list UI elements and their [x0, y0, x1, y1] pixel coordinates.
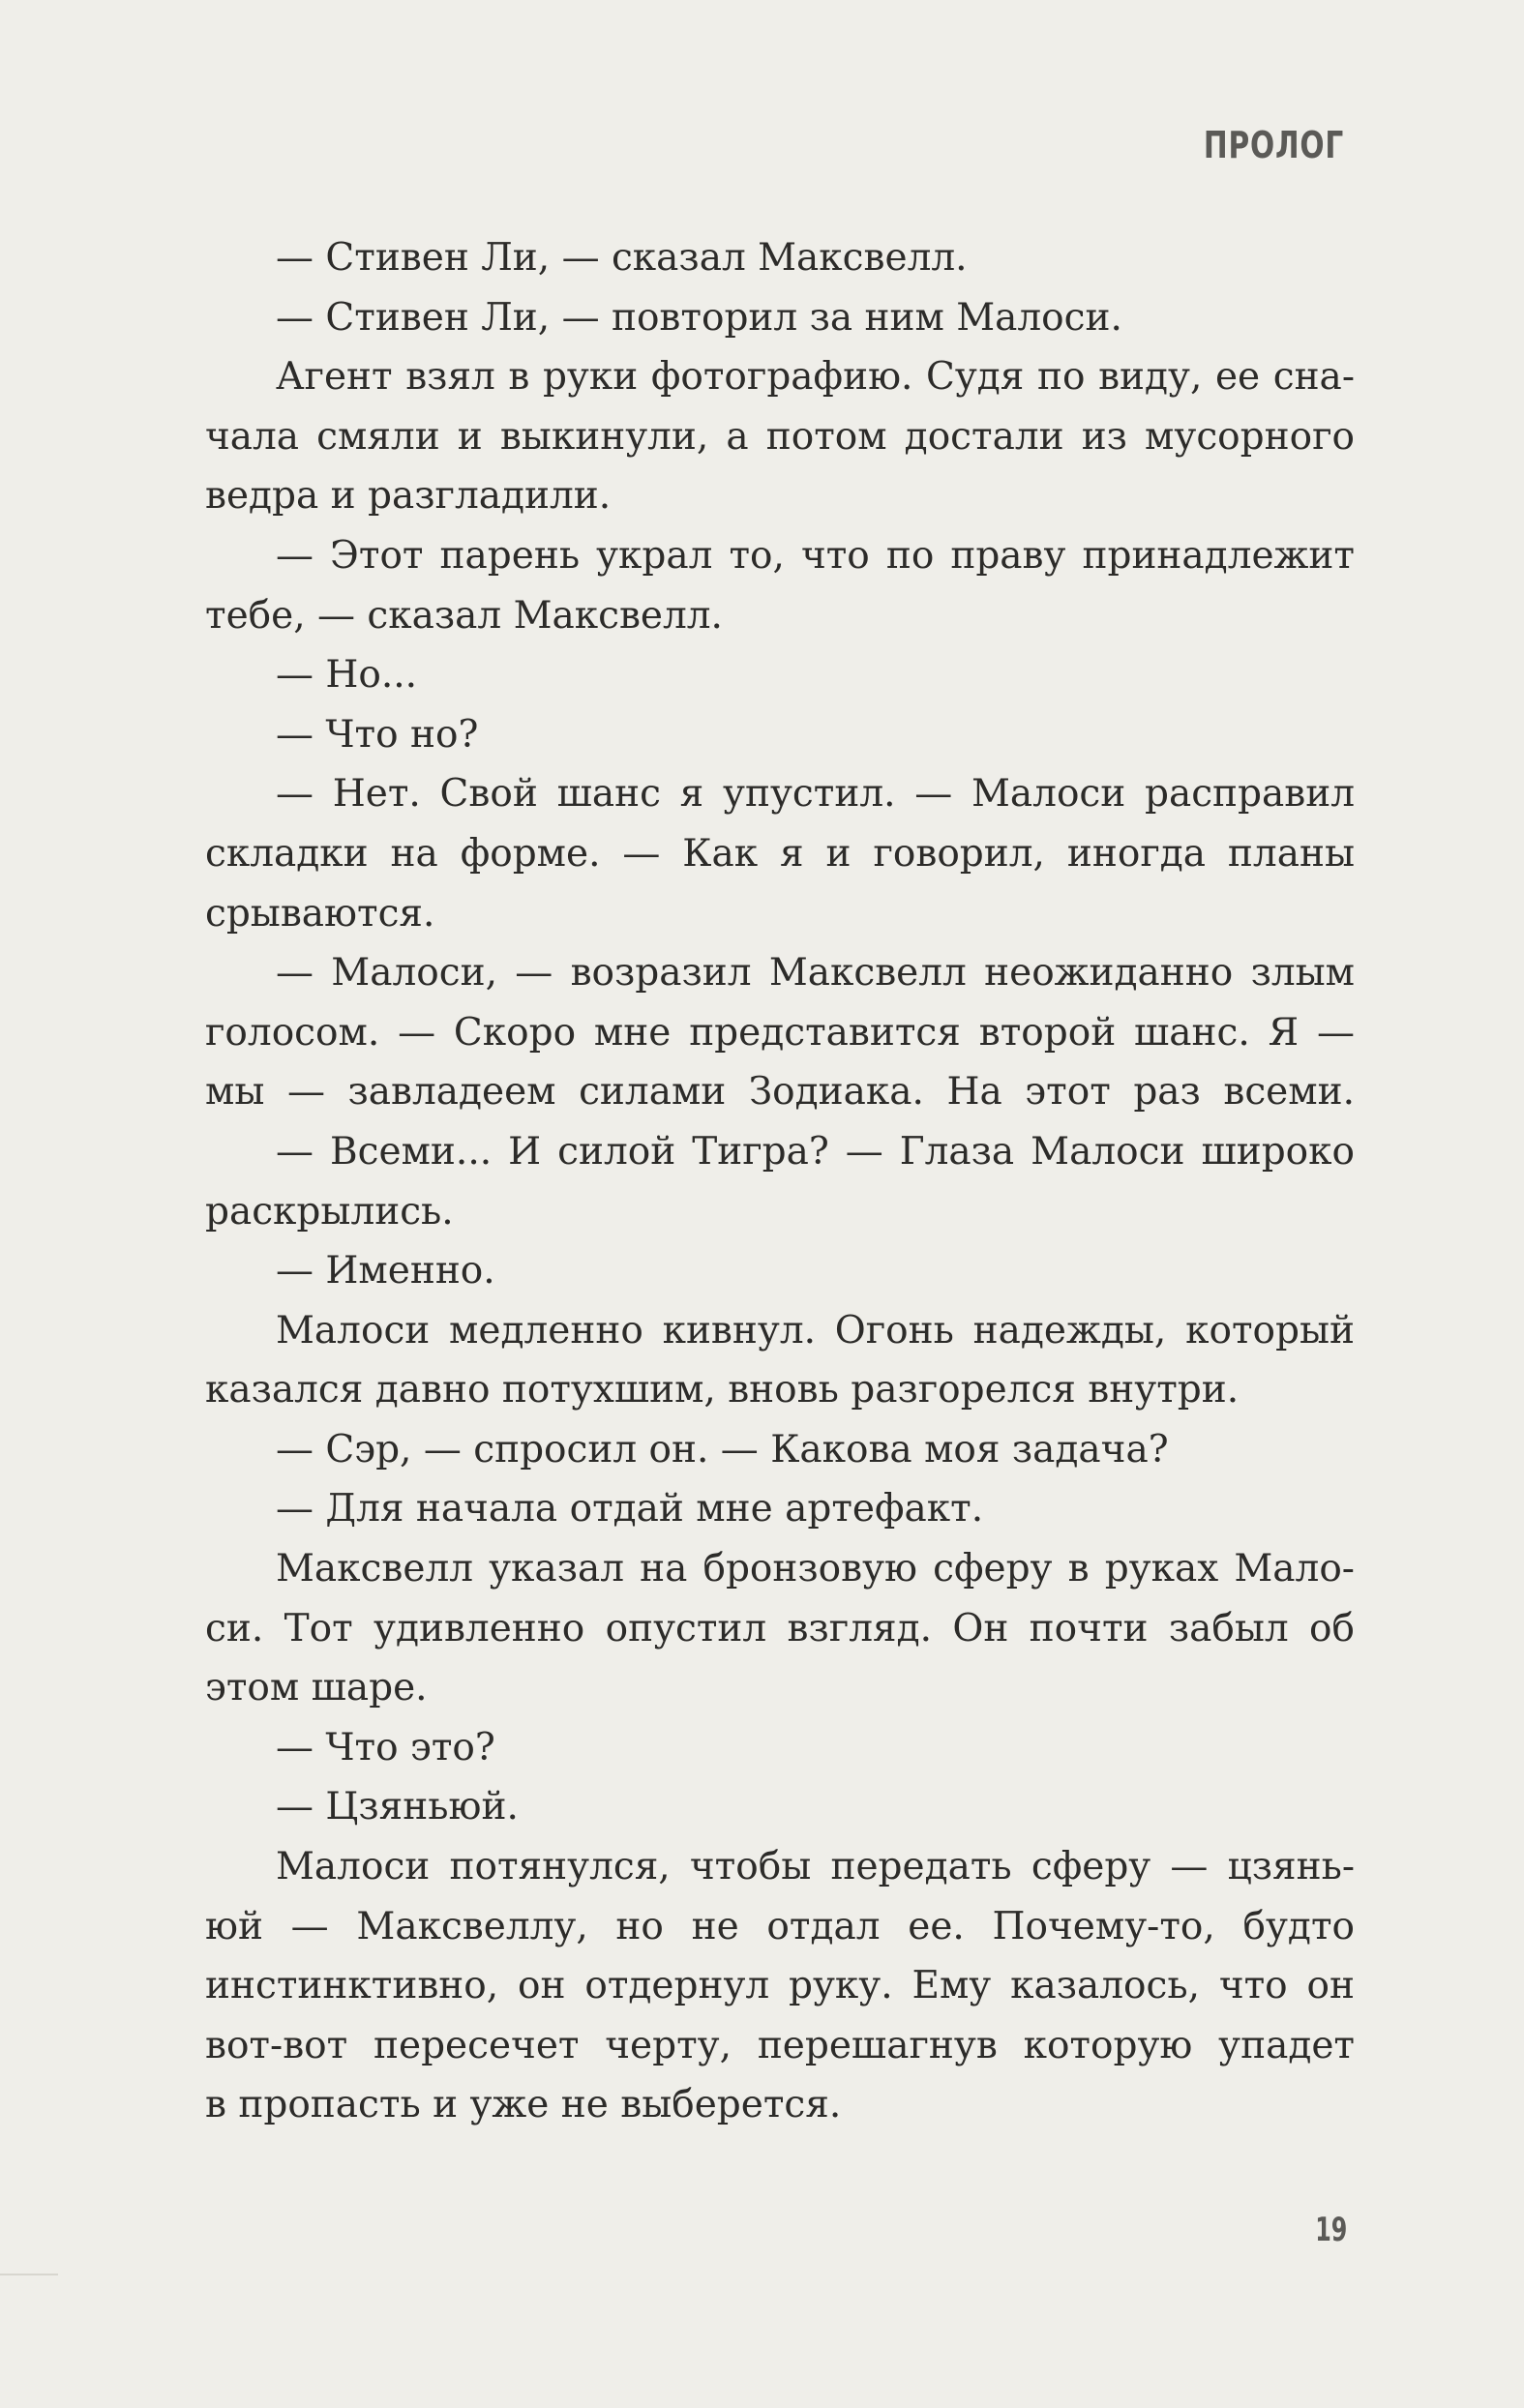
page-number: 19: [1314, 2211, 1347, 2249]
page-edge-mark: [0, 2274, 58, 2275]
text-line: — Но...: [276, 653, 418, 698]
text-line: — Именно.: [276, 1249, 495, 1293]
text-line: — Для начала отдай мне артефакт.: [276, 1487, 984, 1531]
text-line: ведра и разгладили.: [205, 474, 612, 519]
text-line: мы — завладеем силами Зодиака. На этот раз всеми.: [205, 1070, 1355, 1115]
text-line: — Сэр, — спросил он. — Какова моя задача?: [276, 1427, 1169, 1472]
text-line: Малоси медленно кивнул. Огонь надежды, который: [276, 1308, 1355, 1353]
body-text: [205, 228, 1355, 2135]
text-line: голосом. — Скоро мне представится второй шанс. Я —: [205, 1010, 1355, 1055]
text-line: — Нет. Свой шанс я упустил. — Малоси расправил: [276, 772, 1355, 817]
text-line: инстинктивно, он отдернул руку. Ему казалось, что он: [205, 1964, 1355, 2008]
running-head: ПРОЛОГ: [1203, 124, 1344, 166]
text-line: Малоси потянулся, чтобы передать сферу — цзянь-: [276, 1845, 1355, 1889]
text-line: этом шаре.: [205, 1666, 428, 1710]
text-line: тебе, — сказал Максвелл.: [205, 593, 723, 638]
text-line: Агент взял в руки фотографию. Судя по виду, ее сна-: [276, 355, 1355, 400]
text-line: вот-вот пересечет черту, перешагнув которую упадет: [205, 2023, 1355, 2067]
text-line: казался давно потухшим, вновь разгорелся внутри.: [205, 1368, 1240, 1412]
text-line: раскрылись.: [205, 1189, 454, 1234]
text-line: — Стивен Ли, — сказал Максвелл.: [276, 236, 968, 280]
text-line: юй — Максвеллу, но не отдал ее. Почему-то, будто: [205, 1904, 1355, 1948]
text-line: си. Тот удивленно опустил взгляд. Он почти забыл об: [205, 1606, 1355, 1650]
text-line: — Что но?: [276, 712, 479, 757]
text-line: — Малоси, — возразил Максвелл неожиданно злым: [276, 951, 1355, 996]
text-line: — Этот парень украл то, что по праву принадлежит: [276, 533, 1355, 578]
text-line: срываются.: [205, 891, 435, 936]
text-line: складки на форме. — Как я и говорил, иногда планы: [205, 831, 1355, 876]
text-line: чала смяли и выкинули, а потом достали из мусорного: [205, 414, 1355, 459]
text-line: в пропасть и уже не выберется.: [205, 2083, 842, 2127]
text-line: — Всеми... И силой Тигра? — Глаза Малоси широко: [276, 1129, 1355, 1174]
text-line: — Что это?: [276, 1725, 495, 1769]
text-line: — Цзяньюй.: [276, 1785, 519, 1829]
text-line: — Стивен Ли, — повторил за ним Малоси.: [276, 295, 1122, 340]
text-line: Максвелл указал на бронзовую сферу в руках Мало-: [276, 1547, 1355, 1591]
